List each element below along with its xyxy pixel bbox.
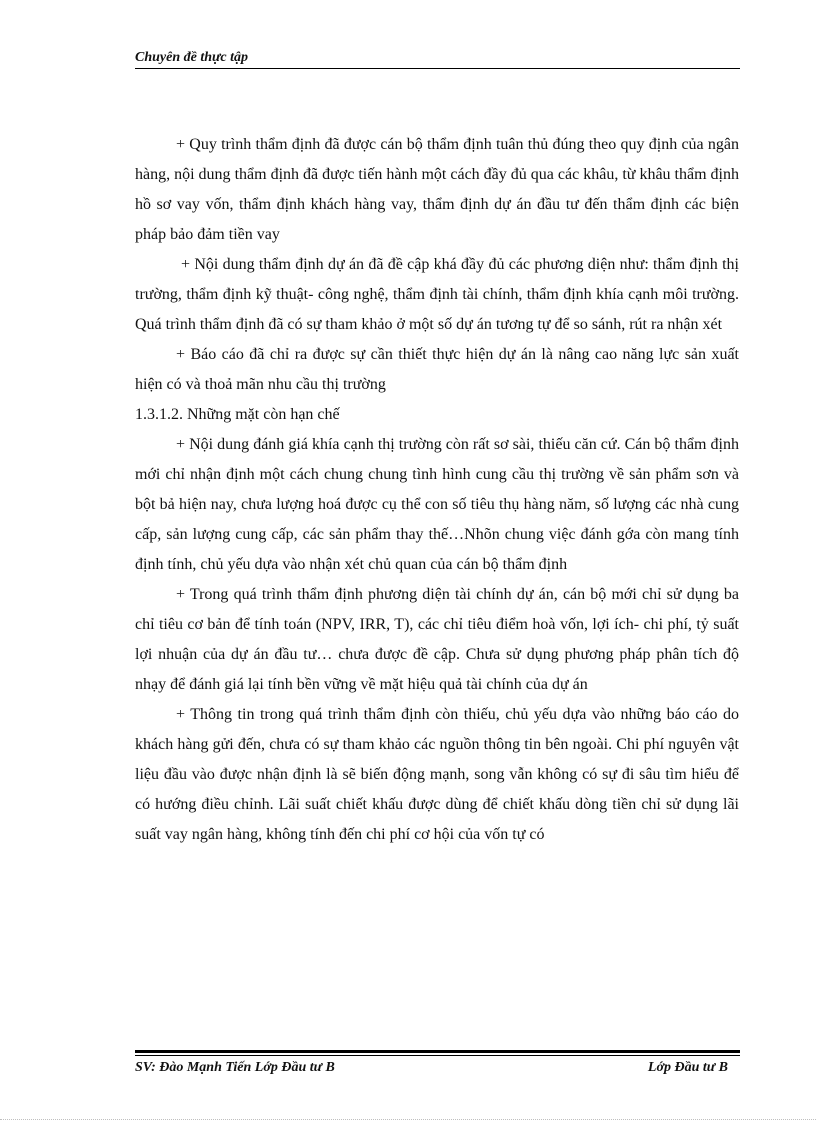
page-bottom-dotted-edge [0, 1119, 816, 1120]
paragraph-content-coverage: + Nội dung thẩm định dự án đã đề cập khá đầy đủ các phương diện như: thẩm định thị trường, thẩm định kỹ thuật- công nghệ, thẩm định tài chính, thẩm định khía cạnh môi trường. Quá trình thẩm định đã có sự tham khảo ở một số dự án tương tự để so sánh, rút ra nhận xét [135, 256, 739, 333]
header-title: Chuyên đề thực tập [135, 50, 249, 65]
paragraph-procedure-compliance: + Quy trình thẩm định đã được cán bộ thẩm định tuân thủ đúng theo quy định của ngân hàng, nội dung thẩm định đã được tiến hành một cách đầy đủ qua các khâu, từ khâu thẩm định hồ sơ vay vốn, thẩm định khách hàng vay, thẩm định dự án đầu tư đến thẩm định các biện pháp bảo đảm tiền vay [135, 136, 739, 243]
header-rule [135, 68, 740, 69]
footer-rule-thin [135, 1055, 740, 1056]
footer-rule-thick [135, 1050, 740, 1053]
document-body [135, 130, 739, 850]
page-footer [135, 1050, 740, 1079]
paragraph-financial-limitations: + Trong quá trình thẩm định phương diện tài chính dự án, cán bộ mới chỉ sử dụng ba chỉ tiêu cơ bản để tính toán (NPV, IRR, T), các chỉ tiêu điểm hoà vốn, lợi ích- chi phí, tỷ suất lợi nhuận của dự án đầu tư… chưa được đề cập. Chưa sử dụng phương pháp phân tích độ nhạy để đánh giá lại tính bền vững về mặt hiệu quả tài chính của dự án [135, 586, 739, 693]
section-heading: 1.3.1.2. Những mặt còn hạn chế [135, 406, 340, 423]
paragraph-information-limitations: + Thông tin trong quá trình thẩm định còn thiếu, chủ yếu dựa vào những báo cáo do khách hàng gửi đến, chưa có sự tham khảo các nguồn thông tin bên ngoài. Chi phí nguyên vật liệu đầu vào được nhận định là sẽ biến động mạnh, song vẫn không có sự đi sâu tìm hiểu để có hướng điều chỉnh. Lãi suất chiết khấu được dùng để chiết khấu dòng tiền chỉ sử dụng lãi suất vay ngân hàng, không tính đến chi phí cơ hội của vốn tự có [135, 706, 739, 843]
page-header [135, 48, 740, 69]
footer-student-name: SV: Đào Mạnh Tiến Lớp Đầu tư B [135, 1060, 335, 1075]
paragraph-report-necessity: + Báo cáo đã chỉ ra được sự cần thiết thực hiện dự án là nâng cao năng lực sản xuất hiện có và thoả mãn nhu cầu thị trường [135, 346, 739, 393]
paragraph-market-limitations: + Nội dung đánh giá khía cạnh thị trường còn rất sơ sài, thiếu căn cứ. Cán bộ thẩm định mới chỉ nhận định một cách chung chung tình hình cung cầu thị trường về sản phẩm sơn và bột bả hiện nay, chưa lượng hoá được cụ thể con số tiêu thụ hàng năm, số lượng các nhà cung cấp, sản lượng cung cấp, các sản phẩm thay thế…Nhõn chung việc đánh gớa còn mang tính định tính, chủ yếu dựa vào nhận xét chủ quan của cán bộ thẩm định [135, 436, 739, 573]
footer-row [135, 1057, 740, 1079]
footer-class-name: Lớp Đầu tư B [647, 1060, 728, 1075]
